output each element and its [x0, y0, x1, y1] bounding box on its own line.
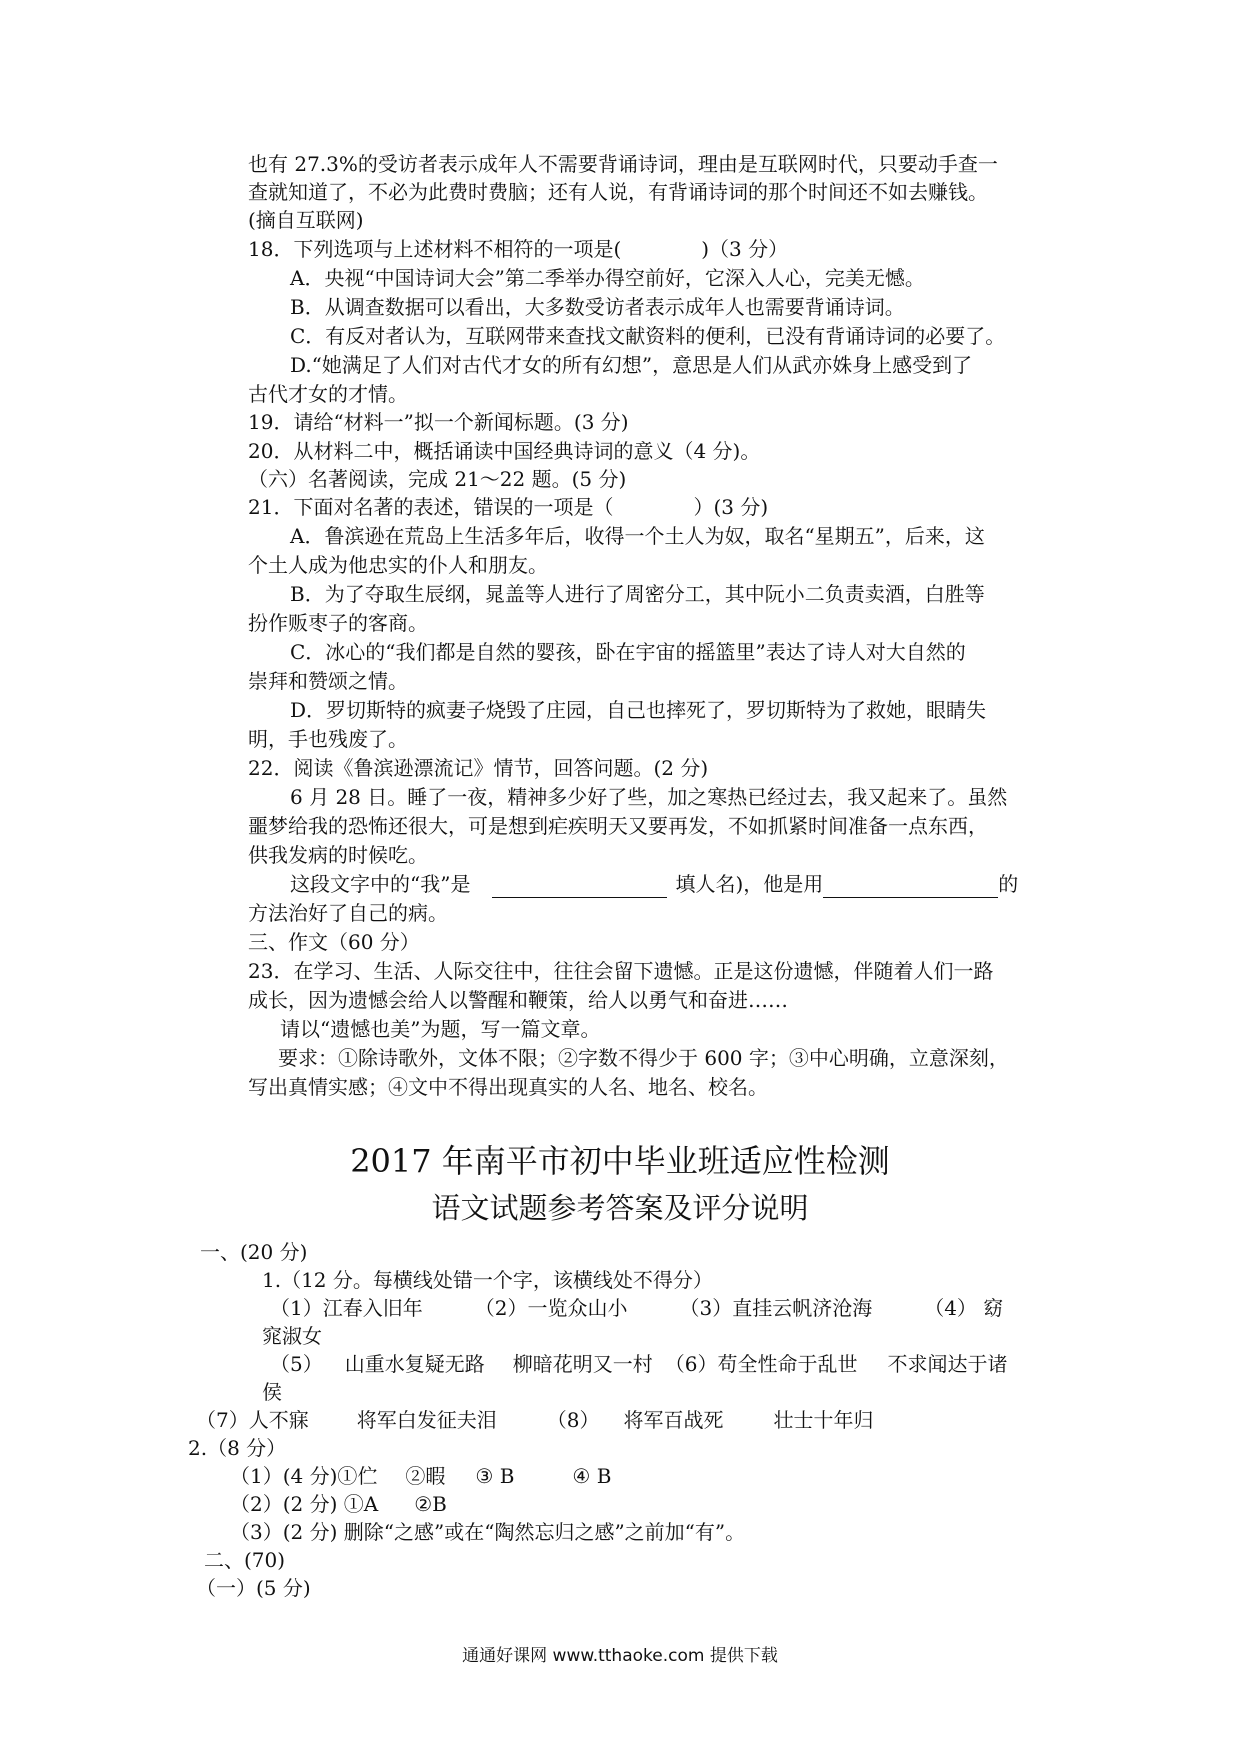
fill-text: 填人名)，他是用 [675, 872, 824, 896]
answer-item-1: 1.（12 分。每横线处错一个字，该横线处不得分） [262, 1268, 713, 1292]
question-21: 21．下面对名著的表述，错误的一项是（ ）(3 分) [248, 495, 769, 519]
question-23-cont: 成长，因为遗憾会给人以警醒和鞭策，给人以勇气和奋进…… [248, 988, 788, 1012]
question-19: 19．请给“材料一”拟一个新闻标题。(3 分) [248, 410, 629, 434]
answer-key-title: 2017 年南平市初中毕业班适应性检测 [350, 1142, 890, 1180]
answer-item-2: 2.（8 分） [188, 1436, 287, 1460]
answer-blank[interactable] [492, 875, 667, 898]
section-three: 三、作文（60 分） [248, 930, 420, 954]
answer-cell: （5） [270, 1352, 323, 1376]
answer-key-subtitle: 语文试题参考答案及评分说明 [431, 1191, 809, 1225]
answer-cell: 柳暗花明又一村 [512, 1352, 653, 1376]
option-d: D．罗切斯特的疯妻子烧毁了庄园，自己也摔死了，罗切斯特为了救她，眼睛失 [290, 698, 987, 722]
option-a: A．鲁滨逊在荒岛上生活多年后，收得一个土人为奴，取名“星期五”，后来，这 [290, 524, 985, 548]
option-b-cont: 扮作贩枣子的客商。 [248, 611, 428, 635]
answer-cell: 将军百战死 [623, 1408, 724, 1432]
passage-line: 6 月 28 日。睡了一夜，精神多少好了些，加之寒热已经过去，我又起来了。虽然 [290, 785, 1008, 809]
option-b: B．为了夺取生辰纲，晁盖等人进行了周密分工，其中阮小二负责卖酒，白胜等 [290, 582, 985, 606]
answer-row [270, 1294, 1003, 1322]
answer-cell: （1）(4 分)①伫 [230, 1464, 378, 1488]
essay-requirements: 要求：①除诗歌外，文体不限；②字数不得少于 600 字；③中心明确，立意深刻， [278, 1046, 1009, 1070]
fill-blank-line [290, 870, 1018, 898]
option-a: A．央视“中国诗词大会”第二季举办得空前好，它深入人心，完美无憾。 [290, 266, 925, 290]
question-23: 23．在学习、生活、人际交往中，往往会留下遗憾。正是这份遗憾，伴随着人们一路 [248, 959, 994, 983]
fill-text: 的 [998, 872, 1019, 896]
option-b: B．从调查数据可以看出，大多数受访者表示成年人也需要背诵诗词。 [290, 295, 905, 319]
essay-prompt: 请以“遗憾也美”为题，写一篇文章。 [280, 1017, 601, 1041]
answer-blank[interactable] [823, 875, 998, 898]
answer-section-one: 一、(20 分) [200, 1240, 308, 1264]
option-d: D.“她满足了人们对古代才女的所有幻想”，意思是人们从武亦姝身上感受到了 [290, 353, 973, 377]
essay-requirements-cont: 写出真情实感；④文中不得出现真实的人名、地名、校名。 [248, 1075, 768, 1099]
question-18: 18．下列选项与上述材料不相符的一项是( )（3 分） [248, 237, 789, 261]
answer-cell: 将军白发征夫泪 [356, 1408, 497, 1432]
section-six: （六）名著阅读，完成 21～22 题。(5 分) [248, 467, 627, 491]
answer-cell: 壮士十年归 [773, 1408, 874, 1432]
option-c-cont: 崇拜和赞颂之情。 [248, 669, 408, 693]
answer-row-cont: 侯 [262, 1380, 282, 1404]
answer-cell: （4） 窈 [924, 1296, 1004, 1320]
answer-cell: （8） [546, 1408, 600, 1432]
answer-row [230, 1490, 447, 1518]
fill-text: 这段文字中的“我”是 [290, 872, 471, 896]
answer-row [270, 1350, 1007, 1378]
passage-line: 噩梦给我的恐怖还很大，可是想到疟疾明天又要再发，不如抓紧时间准备一点东西， [248, 814, 988, 838]
question-20: 20．从材料二中，概括诵读中国经典诗词的意义（4 分)。 [248, 439, 761, 463]
answer-cell: （3）直挂云帆济沧海 [679, 1296, 873, 1320]
answer-cell: （6）苟全性命于乱世 [664, 1352, 858, 1376]
option-a-cont: 个土人成为他忠实的仆人和朋友。 [248, 553, 548, 577]
answer-row: （3）(2 分) 删除“之感”或在“陶然忘归之感”之前加“有”。 [230, 1520, 746, 1544]
answer-subsection: （一）(5 分) [196, 1576, 311, 1600]
answer-cell: （2）(2 分) ①A [230, 1492, 379, 1516]
answer-cell: 山重水复疑无路 [344, 1352, 485, 1376]
answer-cell: ③ B [475, 1464, 515, 1488]
question-22: 22．阅读《鲁滨逊漂流记》情节，回答问题。(2 分) [248, 756, 709, 780]
answer-row [230, 1462, 611, 1490]
page-footer: 通通好课网 www.tthaoke.com 提供下载 [462, 1646, 778, 1666]
option-d-cont: 古代才女的才情。 [248, 382, 408, 406]
answer-cell: （1）江春入旧年 [270, 1296, 423, 1320]
passage-line: 供我发病的时候吃。 [248, 843, 428, 867]
option-d-cont: 明，手也残废了。 [248, 727, 408, 751]
paragraph-line: 查就知道了，不必为此费时费脑；还有人说，有背诵诗词的那个时间还不如去赚钱。 [248, 180, 988, 204]
paragraph-line: 也有 27.3%的受访者表示成年人不需要背诵诗词，理由是互联网时代，只要动手查一 [248, 152, 998, 176]
answer-cell: （7）人不寐 [196, 1408, 309, 1432]
answer-cell: ②B [414, 1492, 447, 1516]
option-c: C．冰心的“我们都是自然的婴孩，卧在宇宙的摇篮里”表达了诗人对大自然的 [290, 640, 966, 664]
option-c: C．有反对者认为，互联网带来查找文献资料的便利，已没有背诵诗词的必要了。 [290, 324, 1006, 348]
paragraph-line: (摘自互联网) [248, 208, 364, 232]
answer-row-cont: 窕淑女 [262, 1324, 322, 1348]
answer-section-two: 二、(70) [204, 1548, 286, 1572]
answer-cell: ②暇 [405, 1464, 446, 1488]
answer-cell: ④ B [572, 1464, 612, 1488]
answer-row [196, 1406, 873, 1434]
answer-cell: （2）一览众山小 [474, 1296, 628, 1320]
fill-blank-cont: 方法治好了自己的病。 [248, 901, 448, 925]
answer-cell: 不求闻达于诸 [887, 1352, 1008, 1376]
